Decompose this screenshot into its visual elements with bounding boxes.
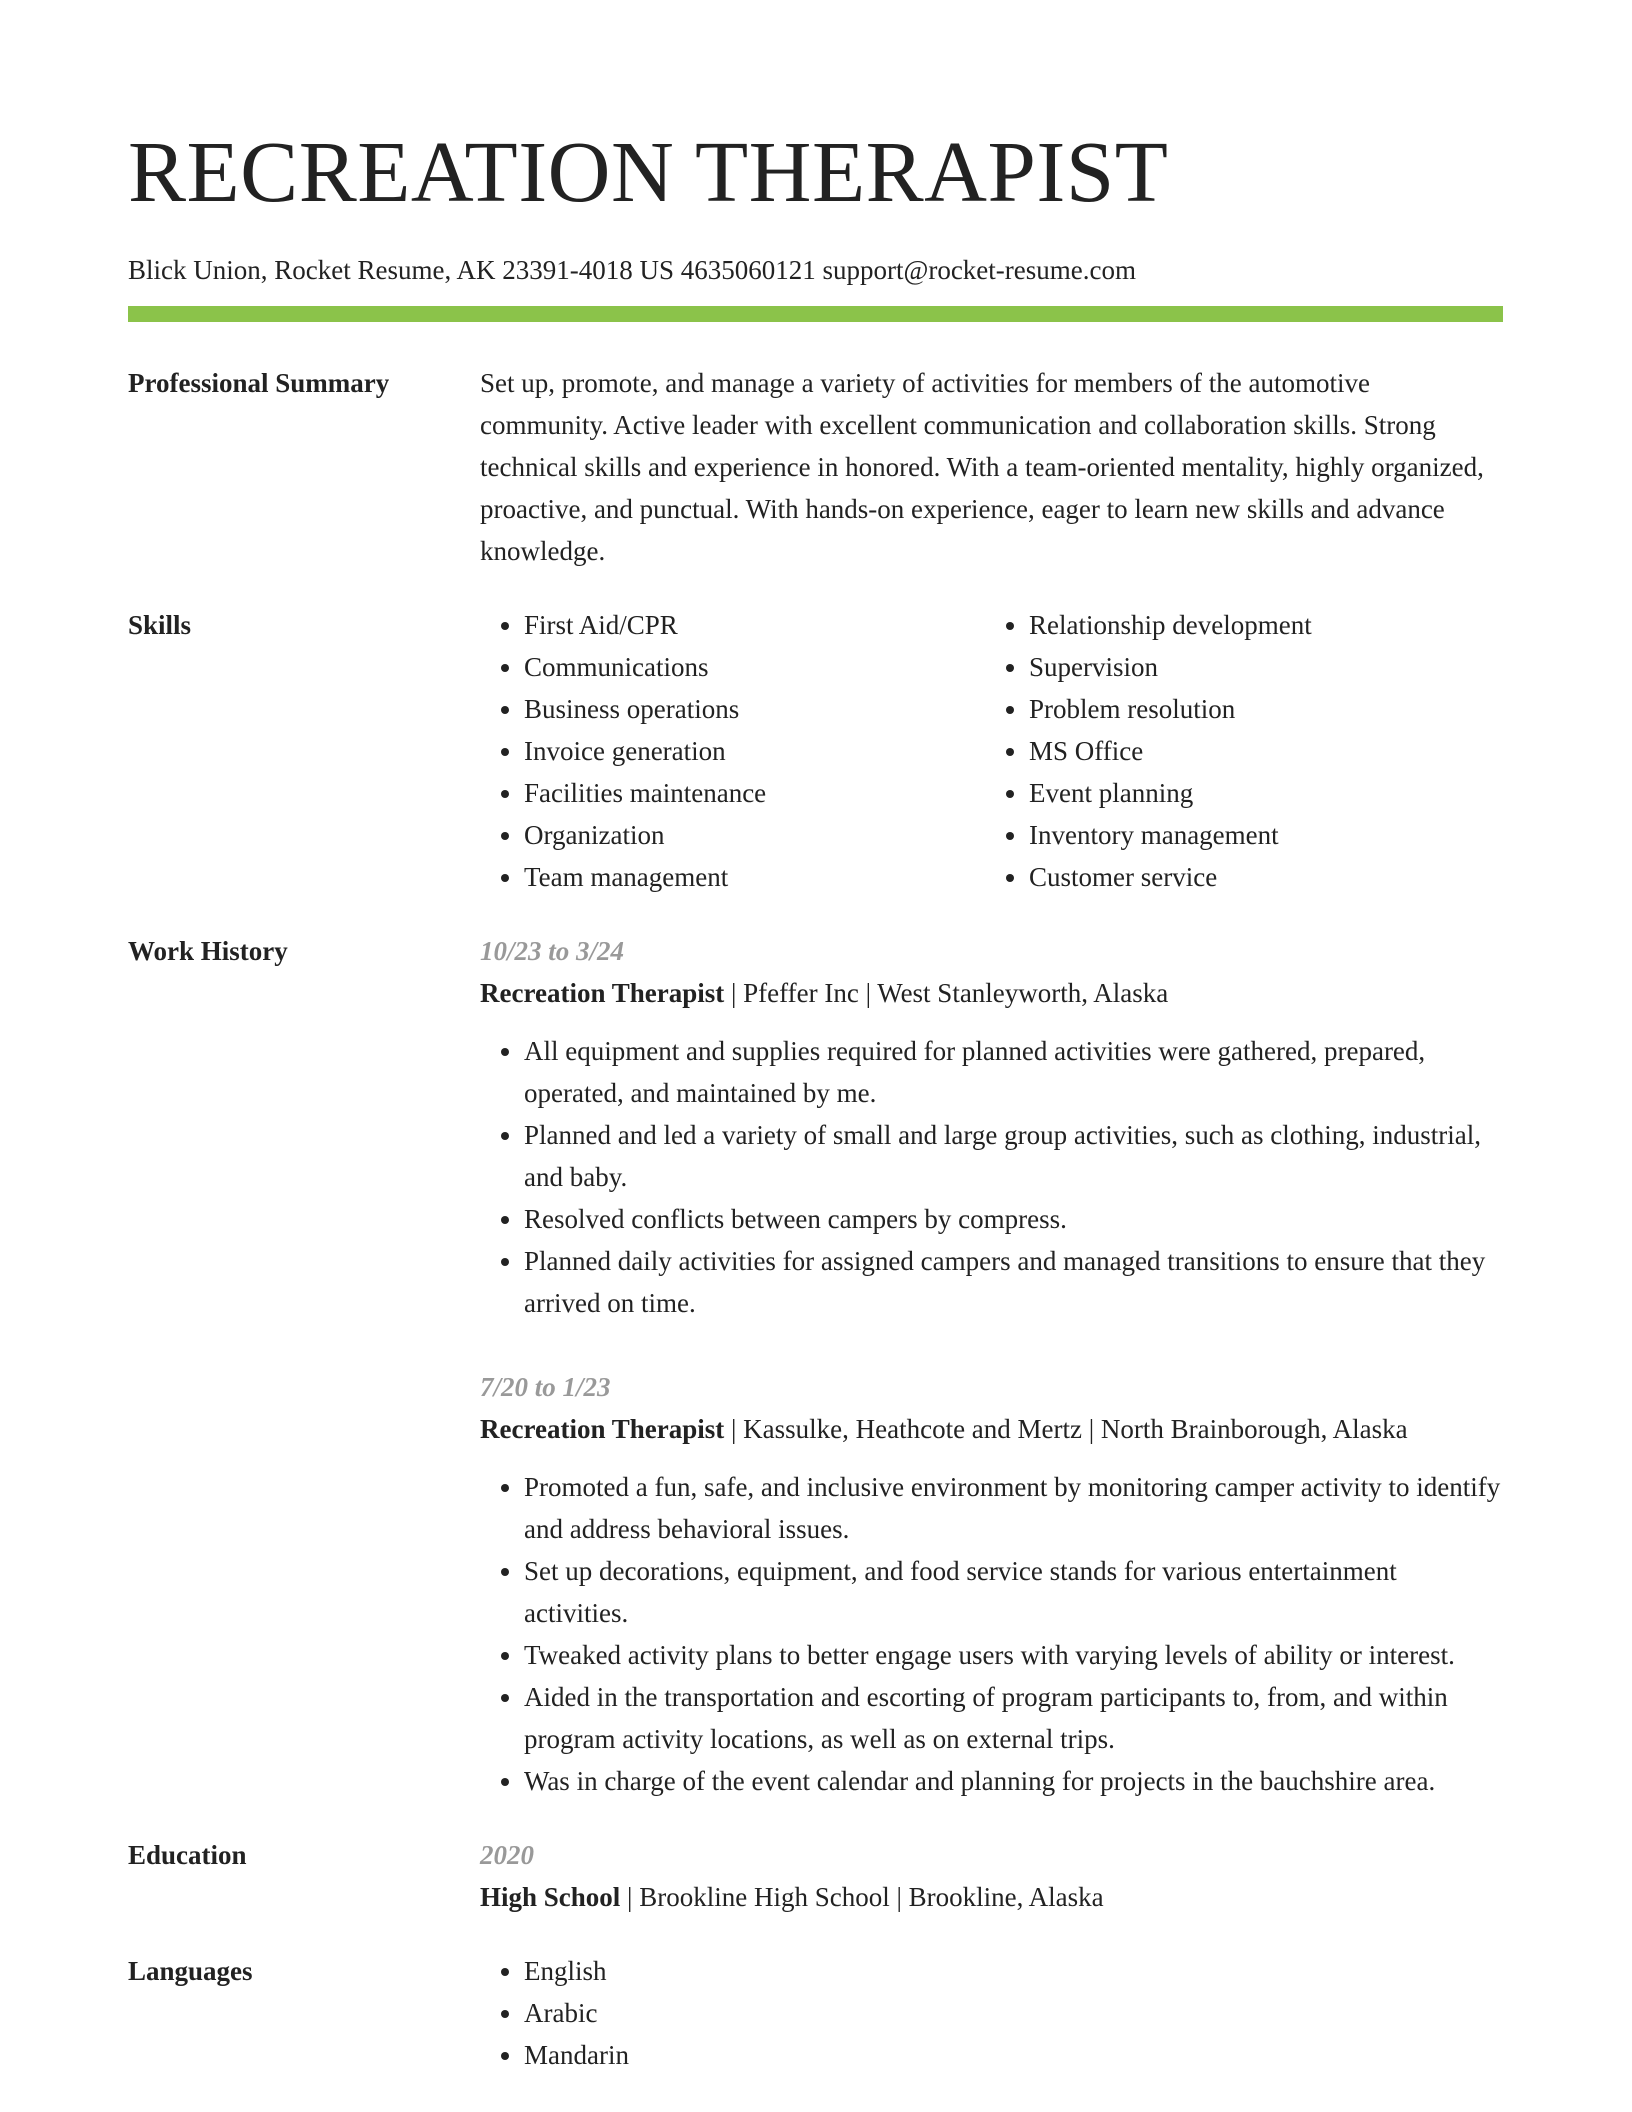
job-dates: 7/20 to 1/23: [480, 1372, 611, 1402]
job-bullet: • Promoted a fun, safe, and inclusive environment by monitoring camper activity to identify and address behavioral issues.: [524, 1466, 1503, 1550]
job-heading: [480, 1408, 1503, 1450]
job-title: Recreation Therapist: [480, 978, 725, 1008]
education-year: 2020: [480, 1840, 534, 1870]
job-bullet: • Planned and led a variety of small and large group activities, such as clothing, industrial, and baby.: [524, 1114, 1503, 1198]
job-bullet: • All equipment and supplies required for planned activities were gathered, prepared, operated, and maintained by me.: [524, 1030, 1503, 1114]
skill-item: • Facilities maintenance: [524, 772, 985, 814]
skill-item: • Inventory management: [1029, 814, 1490, 856]
languages-heading: Languages: [128, 1956, 253, 1986]
skill-item: • Communications: [524, 646, 985, 688]
job-bullet: • Aided in the transportation and escorting of program participants to, from, and within program activity locations, as well as on external trips.: [524, 1676, 1503, 1760]
skill-item: • Team management: [524, 856, 985, 898]
skills-heading: Skills: [128, 610, 192, 640]
education-details: | Brookline High School | Brookline, Alaska: [620, 1882, 1104, 1912]
skills-list-right: [985, 604, 1490, 898]
summary-heading: Professional Summary: [128, 368, 390, 398]
summary-body: [480, 362, 1503, 572]
job-details: | Pfeffer Inc | West Stanleyworth, Alaska: [724, 978, 1169, 1008]
language-item: • Mandarin: [524, 2034, 1503, 2076]
languages-list: [480, 1950, 1503, 2076]
skills-section: [128, 604, 1503, 898]
work-history-section: [128, 930, 1503, 1802]
skill-item: • Organization: [524, 814, 985, 856]
job-dates: 10/23 to 3/24: [480, 936, 625, 966]
summary-text: Set up, promote, and manage a variety of activities for members of the automotive community. Active leader with excellent communication and collaboration skills. Strong technical skills and experience in honored. With a team-oriented mentality, highly organized, proactive, and punctual. With hands-on experience, eager to learn new skills and advance knowledge.: [480, 368, 1484, 566]
languages-section: [128, 1950, 1503, 2076]
language-item: • Arabic: [524, 1992, 1503, 2034]
skill-item: • Supervision: [1029, 646, 1490, 688]
job-heading: [480, 972, 1503, 1014]
job-bullets: [480, 1466, 1503, 1802]
skill-item: • First Aid/CPR: [524, 604, 985, 646]
work-history-heading: Work History: [128, 936, 288, 966]
skills-list-left: [480, 604, 985, 898]
work-history-body: [480, 930, 1503, 1802]
skill-item: • Invoice generation: [524, 730, 985, 772]
language-item: • English: [524, 1950, 1503, 1992]
job-bullet: • Planned daily activities for assigned campers and managed transitions to ensure that they arrived on time.: [524, 1240, 1503, 1324]
job-details: | Kassulke, Heathcote and Mertz | North Brainborough, Alaska: [724, 1414, 1408, 1444]
skill-item: • Problem resolution: [1029, 688, 1490, 730]
contact-line: Blick Union, Rocket Resume, AK 23391-4018 US 4635060121 support@rocket-resume.com: [128, 255, 1136, 285]
job-bullet: • Set up decorations, equipment, and food service stands for various entertainment activities.: [524, 1550, 1503, 1634]
job-entry: [480, 930, 1503, 1324]
skill-item: • MS Office: [1029, 730, 1490, 772]
skill-item: • Event planning: [1029, 772, 1490, 814]
skill-item: • Relationship development: [1029, 604, 1490, 646]
job-title: Recreation Therapist: [480, 1414, 725, 1444]
skill-item: • Customer service: [1029, 856, 1490, 898]
job-entry: [480, 1366, 1503, 1802]
accent-divider: [128, 306, 1503, 322]
education-degree: High School: [480, 1882, 621, 1912]
job-bullet: • Resolved conflicts between campers by compress.: [524, 1198, 1503, 1240]
education-entry: [480, 1876, 1503, 1918]
summary-section: [128, 362, 1503, 572]
education-body: [480, 1834, 1503, 1918]
education-section: [128, 1834, 1503, 1918]
education-heading: Education: [128, 1840, 247, 1870]
job-bullet: • Was in charge of the event calendar and planning for projects in the bauchshire area.: [524, 1760, 1503, 1802]
job-bullets: [480, 1030, 1503, 1324]
languages-body: [480, 1950, 1503, 2076]
job-bullet: • Tweaked activity plans to better engage users with varying levels of ability or interest.: [524, 1634, 1503, 1676]
resume-title: RECREATION THERAPIST: [128, 123, 1169, 220]
skills-body: [480, 604, 1503, 898]
skill-item: • Business operations: [524, 688, 985, 730]
